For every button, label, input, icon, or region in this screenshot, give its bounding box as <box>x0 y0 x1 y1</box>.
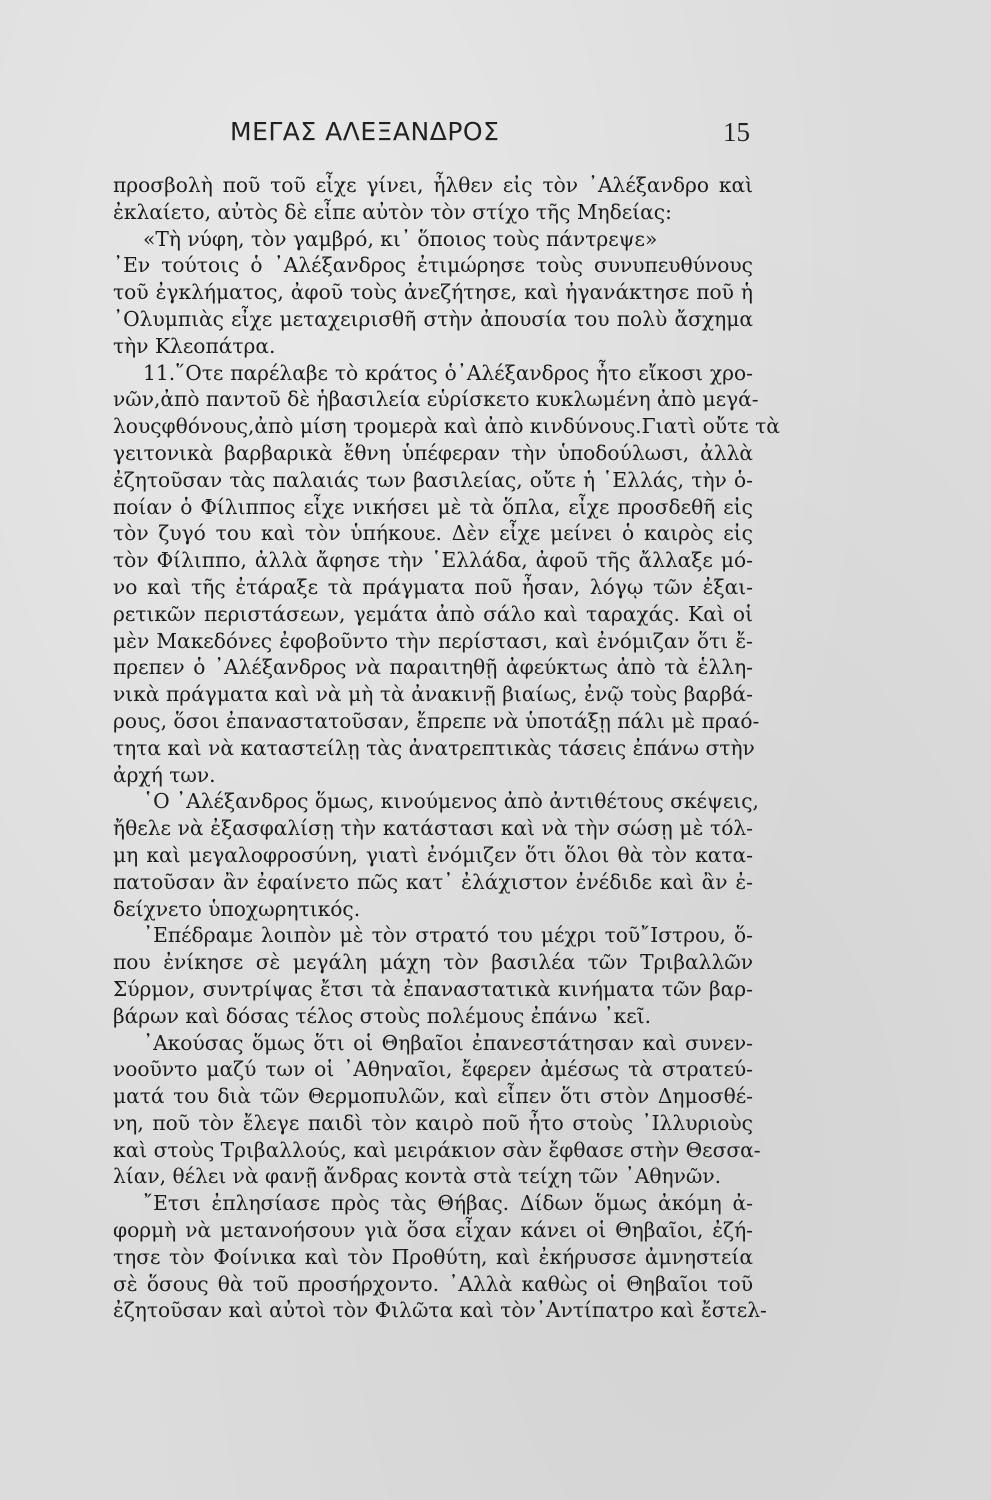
text-line: ᾿Εν τούτοις ὁ ᾿Αλέξανδρος ἐτιμώρησε τοὺς συνυπευθύνους <box>113 253 753 278</box>
text-line: βάρων καὶ δόσας τέλος στοὺς πολέμους ἐπάνω ᾿κεῖ. <box>113 1003 652 1028</box>
text-line: πρεπεν ὁ ᾿Αλέξανδρος νὰ παραιτηθῇ ἀφεύκτως ἀπὸ τὰ ἑλλη- <box>113 655 753 680</box>
text-line: νικὰ πράγματα καὶ νὰ μὴ τὰ ἀνακινῇ βιαίως, ἐνῷ τοὺς βαρβά- <box>113 682 753 707</box>
text-line: ρους, ὅσοι ἐπαναστατοῦσαν, ἔπρεπε νὰ ὑποτάξῃ πάλι μὲ πραό- <box>113 708 760 733</box>
text-line: τητα καὶ νὰ καταστείλῃ τὰς ἀνατρεπτικὰς τάσεις ἐπάνω στὴν <box>113 735 755 760</box>
page-header <box>230 117 750 151</box>
text-line: τησε τὸν Φοίνικα καὶ τὸν Προθύτη, καὶ ἐκήρυσσε ἀμνηστεία <box>113 1244 753 1269</box>
text-line: «Τὴ νύφη, τὸν γαμβρό, κι᾿ ὅποιος τοὺς πάντρεψε» <box>143 226 658 251</box>
text-line: ματά του διὰ τῶν Θερμοπυλῶν, καὶ εἶπεν ὅτι στὸν Δημοσθέ- <box>113 1084 753 1109</box>
text-line: νο καὶ τῆς ἐτάραξε τὰ πράγματα ποῦ ἦσαν, λόγῳ τῶν ἐξαι- <box>113 574 753 599</box>
text-line: ποίαν ὁ Φίλιππος εἶχε νικήσει μὲ τὰ ὅπλα, εἶχε προσδεθῆ εἰς <box>113 494 753 519</box>
text-line: ἤθελε νὰ ἐξασφαλίσῃ τὴν κατάστασι καὶ νὰ τὴν σώσῃ μὲ τόλ- <box>113 816 753 841</box>
text-line: λίαν, θέλει νὰ φανῇ ἄνδρας κοντὰ στὰ τείχη τῶν ᾿Αθηνῶν. <box>113 1164 722 1189</box>
text-line: ρετικῶν περιστάσεων, γεμάτα ἀπὸ σάλο καὶ ταραχάς. Καὶ οἱ <box>113 601 753 626</box>
text-line: τοῦ ἐγκλήματος, ἀφοῦ τοὺς ἀνεζήτησε, καὶ ἠγανάκτησε ποῦ ἡ <box>113 280 753 305</box>
text-line: προσβολὴ ποῦ τοῦ εἶχε γίνει, ἦλθεν εἰς τὸν ᾿Αλέξανδρο καὶ <box>113 173 753 197</box>
text-line: σὲ ὅσους θὰ τοῦ προσήρχοντο. ᾿Αλλὰ καθὼς οἱ Θηβαῖοι τοῦ <box>113 1271 753 1296</box>
text-line: 11.῞Οτε παρέλαβε τὸ κράτος ὁ᾿Αλέξανδρος ἦτο εἴκοσι χρο- <box>143 360 753 385</box>
text-line: νῶν,ἀπὸ παντοῦ δὲ ἡβασιλεία εὑρίσκετο κυκλωμένη ἀπὸ μεγά- <box>113 387 759 412</box>
text-line: ῾Ο ᾿Αλέξανδρος ὅμως, κινούμενος ἀπὸ ἀντιθέτους σκέψεις, <box>143 789 759 814</box>
text-line: δείχνετο ὑποχωρητικός. <box>113 896 361 921</box>
text-line: τὸν Φίλιππο, ἀλλὰ ἄφησε τὴν ῾Ελλάδα, ἀφοῦ τῆς ἄλλαξε μό- <box>113 548 753 573</box>
text-line: λουςφθόνους,ἀπὸ μίση τρομερὰ καὶ ἀπὸ κινδύνους.Γιατὶ οὔτε τὰ <box>113 414 780 439</box>
text-line: που ἐνίκησε σὲ μεγάλη μάχη τὸν βασιλέα τῶν Τριβαλλῶν <box>113 950 753 975</box>
text-line: ᾿Ολυμπιὰς εἶχε μεταχειρισθῆ στὴν ἀπουσία του πολὺ ἄσχημα <box>113 306 753 331</box>
text-line: ἐζητοῦσαν τὰς παλαιάς των βασιλείας, οὔτε ἡ ῾Ελλάς, τὴν ὁ- <box>113 467 753 492</box>
running-title: ΜΕΓΑΣ ΑΛΕΞΑΝΔΡΟΣ <box>230 117 500 146</box>
text-line: μὲν Μακεδόνες ἐφοβοῦντο τὴν περίστασι, καὶ ἐνόμιζαν ὅτι ἔ- <box>113 628 753 653</box>
text-line: πατοῦσαν ἂν ἐφαίνετο πῶς κατ᾿ ἐλάχιστον ἐνέδιδε καὶ ἂν ἐ- <box>113 869 753 894</box>
text-line: ῎Ετσι ἐπλησίασε πρὸς τὰς Θήβας. Δίδων ὅμως ἀκόμη ἀ- <box>143 1191 753 1216</box>
text-line: ἀρχή των. <box>113 762 216 787</box>
text-line: μη καὶ μεγαλοφροσύνη, γιατὶ ἐνόμιζεν ὅτι ὅλοι θὰ τὸν κατα- <box>113 842 753 867</box>
text-line: καὶ στοὺς Τριβαλλούς, καὶ μειράκιον σὰν ἔφθασε στὴν Θεσσα- <box>113 1137 761 1162</box>
text-line: ἐκλαίετο, αὐτὸς δὲ εἶπε αὐτὸν τὸν στίχο τῆς Μηδείας: <box>113 199 672 224</box>
body-text <box>113 172 780 1324</box>
text-line: Σύρμον, συντρίψας ἔτσι τὰ ἐπαναστατικὰ κινήματα τῶν βαρ- <box>113 976 753 1001</box>
page-number: 15 <box>723 117 750 147</box>
text-line: γειτονικὰ βαρβαρικὰ ἔθνη ὑπέφεραν τὴν ὑποδούλωσι, ἀλλὰ <box>113 440 753 465</box>
text-line: ᾿Ακούσας ὅμως ὅτι οἱ Θηβαῖοι ἐπανεστάτησαν καὶ συνεν- <box>143 1030 753 1055</box>
text-line: ἐζητοῦσαν καὶ αὐτοὶ τὸν Φιλῶτα καὶ τὸν᾿Αντίπατρο καὶ ἔστελ- <box>113 1298 767 1323</box>
text-line: ᾿Επέδραμε λοιπὸν μὲ τὸν στρατό του μέχρι τοῦ῎Ιστρου, ὅ- <box>143 923 753 948</box>
text-line: νη, ποῦ τὸν ἔλεγε παιδὶ τὸν καιρὸ ποῦ ἦτο στοὺς ᾿Ιλλυριοὺς <box>113 1110 753 1135</box>
text-line: τὴν Κλεοπάτρα. <box>113 333 276 358</box>
text-line: φορμὴ νὰ μετανοήσουν γιὰ ὅσα εἶχαν κάνει οἱ Θηβαῖοι, ἐζή- <box>113 1218 753 1243</box>
text-line: νοοῦντο μαζύ των οἱ ᾿Αθηναῖοι, ἔφερεν ἀμέσως τὰ στρατεύ- <box>113 1057 753 1082</box>
text-line: τὸν ζυγό του καὶ τὸν ὑπήκουε. Δὲν εἶχε μείνει ὁ καιρὸς εἰς <box>113 521 753 546</box>
